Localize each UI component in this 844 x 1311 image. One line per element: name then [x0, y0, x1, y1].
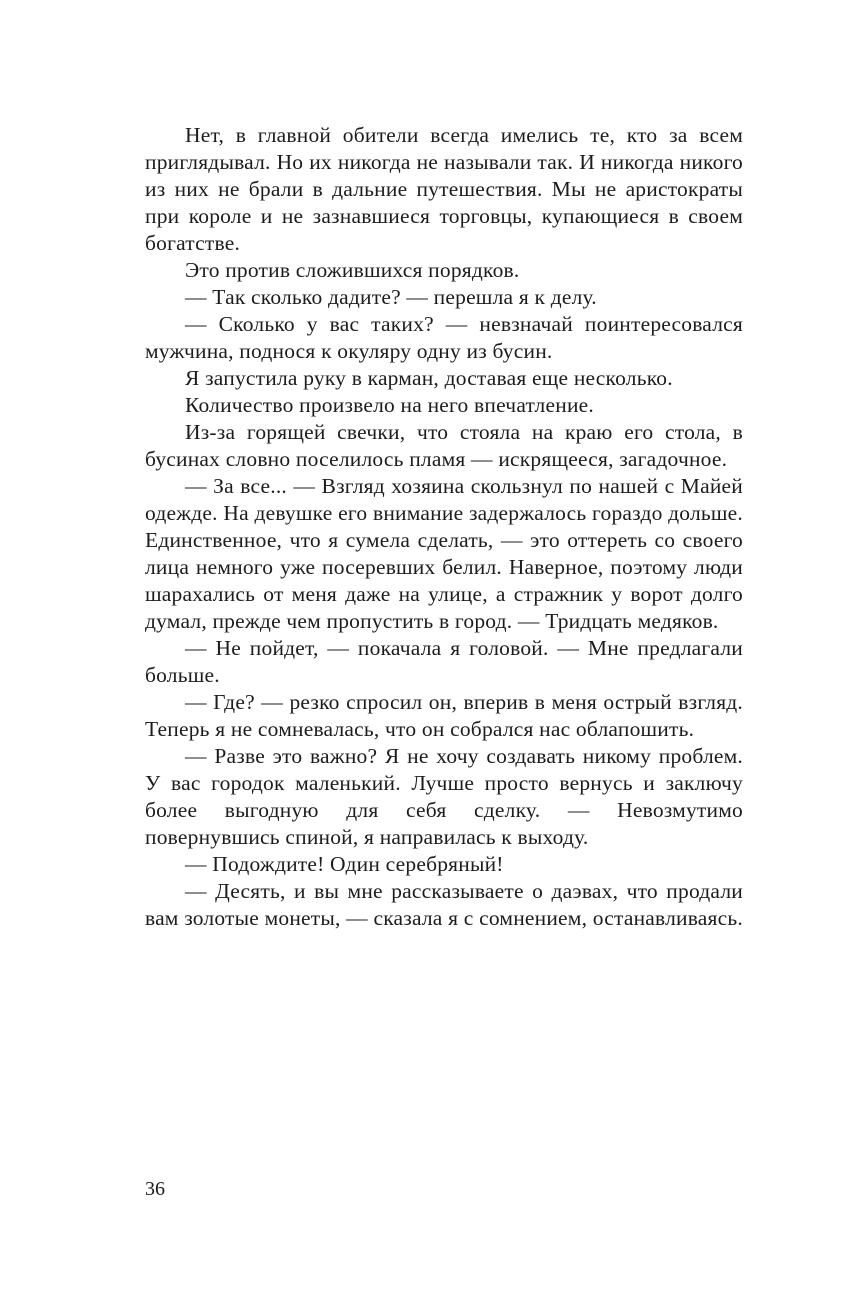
paragraph: — Подождите! Один серебряный!: [185, 852, 504, 876]
paragraph: — Так сколько дадите? — перешла я к делу.: [185, 285, 597, 309]
paragraph: — Не пойдет, — покачала я головой. — Мне предлагали больше.: [145, 636, 743, 687]
paragraph: Я запустила руку в карман, доставая еще несколько.: [185, 366, 673, 390]
paragraph: Это против сложившихся порядков.: [185, 258, 520, 282]
paragraph: Количество произвело на него впечатление.: [185, 393, 594, 417]
paragraph: — Разве это важно? Я не хочу создавать никому проблем. У вас городок маленький. Лучше просто вернусь и заключу более выгодную для себя сделку. — Невозмутимо повернувшись спиной, я направилась к выходу.: [145, 744, 743, 849]
paragraph: — Десять, и вы мне рассказываете о даэвах, что продали вам золотые монеты, — сказала я с сомнением, останавливаясь.: [145, 879, 743, 930]
page-number: 36: [145, 1178, 165, 1200]
paragraph: — Сколько у вас таких? — невзначай поинтересовался мужчина, поднося к окуляру одну из бусин.: [145, 312, 743, 363]
page-text: [145, 122, 743, 932]
paragraph: Нет, в главной обители всегда имелись те, кто за всем приглядывал. Но их никогда не называли так. И никогда никого из них не брали в дальние путешествия. Мы не аристократы при короле и не зазнавшиеся торговцы, купающиеся в своем богатстве.: [145, 123, 743, 255]
paragraph: — За все... — Взгляд хозяина скользнул по нашей с Майей одежде. На девушке его внимание задержалось гораздо дольше. Единственное, что я сумела сделать, — это оттереть со своего лица немного уже посеревших белил. Наверное, поэтому люди шарахались от меня даже на улице, а стражник у ворот долго думал, прежде чем пропустить в город. — Тридцать медяков.: [145, 474, 743, 633]
paragraph: Из-за горящей свечки, что стояла на краю его стола, в бусинах словно поселилось пламя — искрящееся, загадочное.: [145, 420, 743, 471]
paragraph: — Где? — резко спросил он, вперив в меня острый взгляд. Теперь я не сомневалась, что он собрался нас облапошить.: [145, 690, 743, 741]
